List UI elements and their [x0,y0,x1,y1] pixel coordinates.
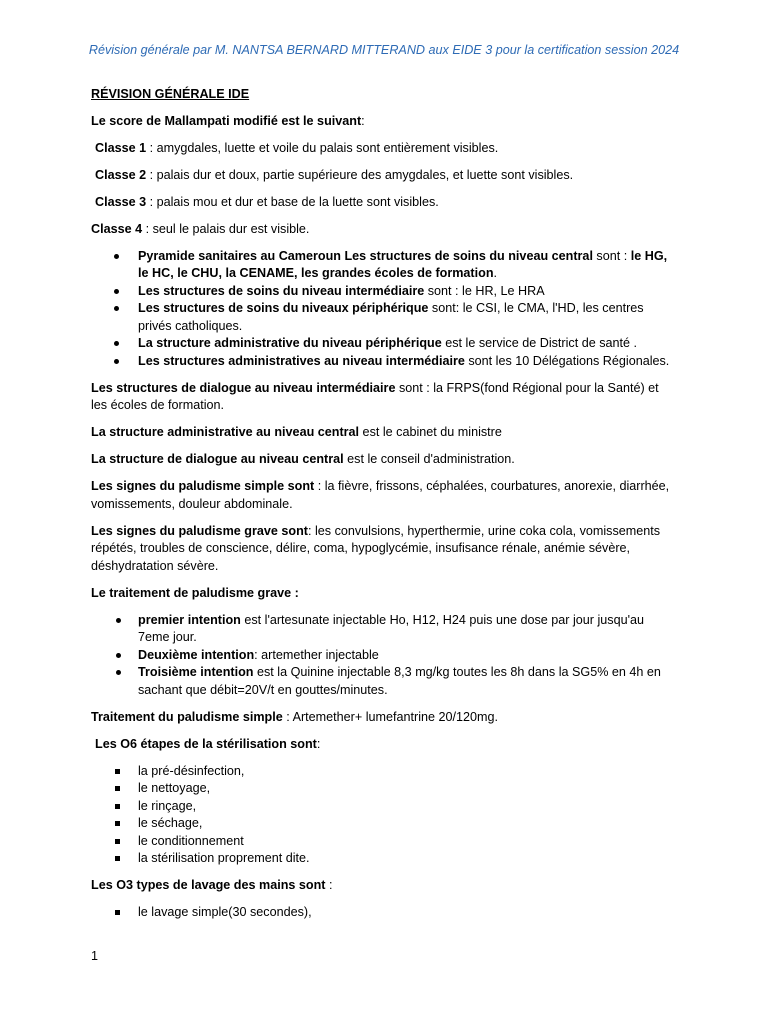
mallampati-class-4: Classe 4 : seul le palais dur est visible. [91,221,310,236]
paragraph-paludisme-simple: Les signes du paludisme simple sont : la fièvre, frissons, céphalées, courbatures, anorexie, diarrhée, vomissements, douleur abdominale. [91,479,670,511]
list-item: le nettoyage, [91,780,676,798]
list-item: Deuxième intention: artemether injectable [91,647,676,665]
paragraph-dialogue-central: La structure de dialogue au niveau central est le conseil d'administration. [91,452,515,466]
paragraph-admin-central: La structure administrative au niveau central est le cabinet du ministre [91,425,502,439]
sterilisation-heading: Les O6 étapes de la stérilisation sont: [95,736,321,751]
page-number: 1 [91,949,99,963]
list-item: premier intention est l'artesunate injectable Ho, H12, H24 puis une dose par jour jusqu'au 7eme jour. [91,612,676,647]
list-item: la stérilisation proprement dite. [91,850,676,868]
pyramide-list [91,248,676,371]
list-item: Les structures de soins du niveau intermédiaire sont : le HR, Le HRA [91,283,676,301]
list-item: le lavage simple(30 secondes), [91,904,676,922]
list-item: la pré-désinfection, [91,763,676,781]
document-body [91,86,676,931]
list-item: le séchage, [91,815,676,833]
list-item: La structure administrative du niveau périphérique est le service de District de santé . [91,335,676,353]
mallampati-class-2: Classe 2 : palais dur et doux, partie supérieure des amygdales, et luette sont visibles. [95,167,574,182]
list-item: le conditionnement [91,833,676,851]
document-title: RÉVISION GÉNÉRALE IDE [91,87,250,101]
traitement-grave-heading: Le traitement de paludisme grave : [91,585,299,600]
list-item: le rinçage, [91,798,676,816]
paragraph-paludisme-grave: Les signes du paludisme grave sont: les convulsions, hyperthermie, urine coka cola, vomissements répétés, troubles de conscience, délire, coma, hypoglycémie, insufisance rénale, anémie sévère, déshydratation sévère. [91,523,661,573]
list-item: Les structures de soins du niveaux périphérique sont: le CSI, le CMA, l'HD, les centres privés catholiques. [91,300,676,335]
lavage-list [91,904,676,922]
page-header: Révision générale par M. NANTSA BERNARD MITTERAND aux EIDE 3 pour la certification session 2024 [88,43,680,57]
mallampati-intro: Le score de Mallampati modifié est le suivant: [91,113,365,128]
mallampati-class-3: Classe 3 : palais mou et dur et base de la luette sont visibles. [95,194,439,209]
sterilisation-list [91,763,676,868]
mallampati-class-1: Classe 1 : amygdales, luette et voile du palais sont entièrement visibles. [95,140,499,155]
lavage-heading: Les O3 types de lavage des mains sont : [91,878,333,892]
traitement-grave-list [91,612,676,700]
traitement-simple: Traitement du paludisme simple : Artemether+ lumefantrine 20/120mg. [91,709,499,724]
list-item: Pyramide sanitaires au Cameroun Les structures de soins du niveau central sont : le HG, le HC, le CHU, la CENAME, les grandes écoles de formation. [91,248,676,283]
paragraph-dialogue-intermediaire: Les structures de dialogue au niveau intermédiaire sont : la FRPS(fond Régional pour la Santé) et les écoles de formation. [91,380,659,412]
list-item: Troisième intention est la Quinine injectable 8,3 mg/kg toutes les 8h dans la SG5% en 4h en sachant que débit=20V/t en gouttes/minutes. [91,664,676,699]
list-item: Les structures administratives au niveau intermédiaire sont les 10 Délégations Régionales. [91,353,676,371]
